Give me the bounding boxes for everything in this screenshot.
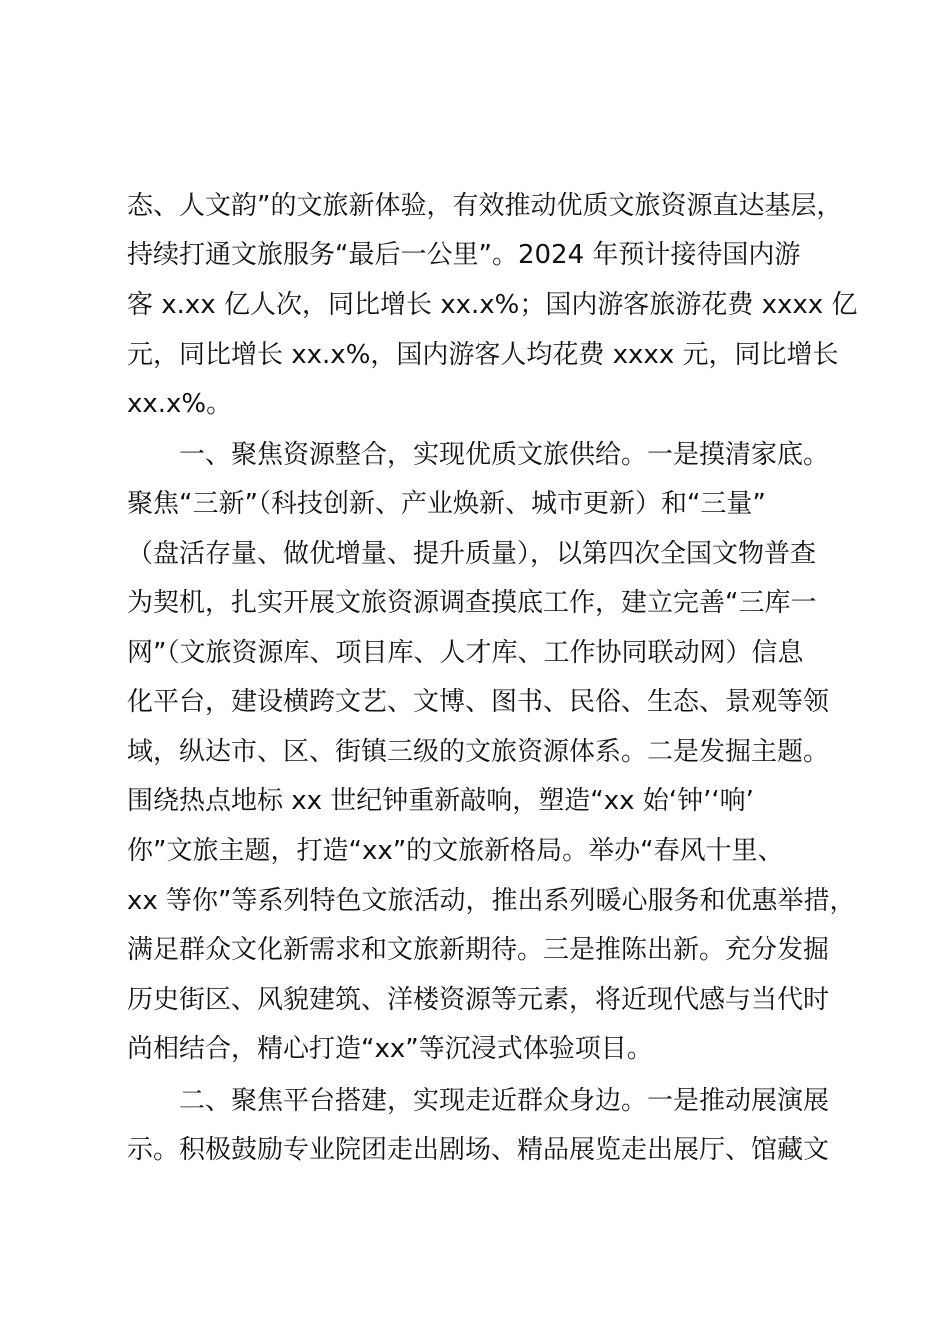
text-line: xx.x%。 [127,389,233,419]
text-line: 客 x.xx 亿人次，同比增长 xx.x%；国内游客旅游花费 xxxx 亿 [127,290,858,320]
text-line: 为契机，扎实开展文旅资源调查摸底工作，建立完善“三库一 [127,588,817,618]
text-line: 满足群众文化新需求和文旅新期待。三是推陈出新。充分发掘 [127,935,830,965]
text-line: 一、聚焦资源整合，实现优质文旅供给。一是摸清家底。 [127,440,830,470]
text-line: 元，同比增长 xx.x%，国内游客人均花费 xxxx 元，同比增长 [127,340,839,370]
text-line: 态、人文韵”的文旅新体验，有效推动优质文旅资源直达基层， [127,191,843,221]
text-line: 围绕热点地标 xx 世纪钟重新敲响，塑造“xx 始‘钟’‘响’ [127,786,754,816]
text-line: 尚相结合，精心打造“xx”等沉浸式体验项目。 [127,1034,653,1064]
text-line: （盘活存量、做优增量、提升质量），以第四次全国文物普查 [127,539,817,569]
text-line: 域，纵达市、区、街镇三级的文旅资源体系。二是发掘主题。 [127,737,830,767]
text-line: 你”文旅主题，打造“xx”的文旅新格局。举办“春风十里、 [127,836,784,866]
text-line: 示。积极鼓励专业院团走出剧场、精品展览走出展厅、馆藏文 [127,1135,830,1165]
text-line: 化平台，建设横跨文艺、文博、图书、民俗、生态、景观等领 [127,687,830,717]
text-line: xx 等你”等系列特色文旅活动，推出系列暖心服务和优惠举措， [127,886,856,916]
text-line: 二、聚焦平台搭建，实现走近群众身边。一是推动展演展 [127,1086,830,1116]
text-line: 网”（文旅资源库、项目库、人才库、工作协同联动网）信息 [127,638,804,668]
text-line: 持续打通文旅服务“最后一公里”。2024 年预计接待国内游 [127,240,801,270]
text-line: 聚焦“三新”（科技创新、产业焕新、城市更新）和“三量” [127,489,766,519]
text-line: 历史街区、风貌建筑、洋楼资源等元素，将近现代感与当代时 [127,985,830,1015]
